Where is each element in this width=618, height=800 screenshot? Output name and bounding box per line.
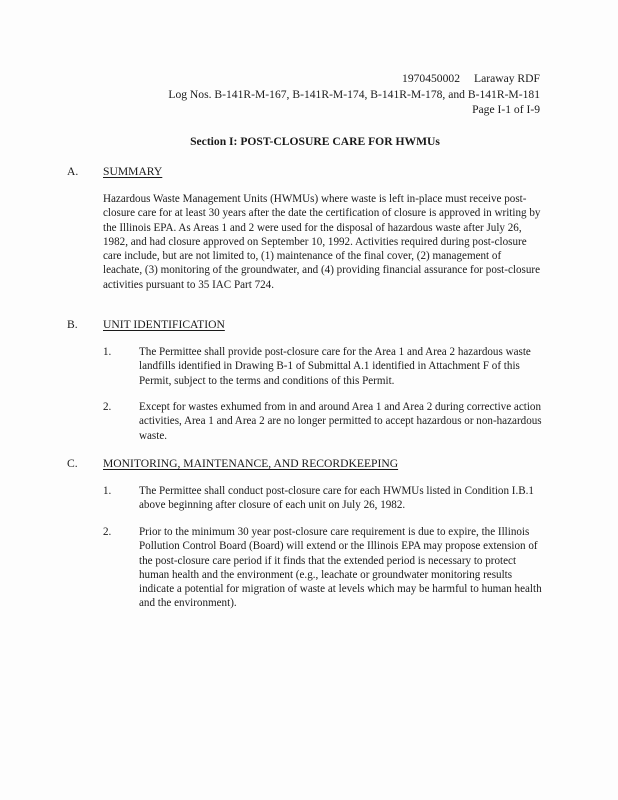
page-number: Page I-1 of I-9 <box>472 103 540 116</box>
item-text: Except for wastes exhumed from in and around Area 1 and Area 2 during corrective action activities, Area 1 and Area 2 are no longer permitted to accept hazardous or non-hazardous waste. <box>139 401 542 442</box>
section-c-letter: C. <box>67 457 78 470</box>
facility-name: Laraway RDF <box>473 72 540 85</box>
section-c-title: MONITORING, MAINTENANCE, AND RECORDKEEPING <box>103 457 399 470</box>
item-number: 2. <box>103 401 112 413</box>
section-a-paragraph: Hazardous Waste Management Units (HWMUs) where waste is left in-place must receive post-closure care for at least 30 years after the date the certification of closure is approved in writing by the Illinois EPA. As Areas 1 and 2 were used for the disposal of hazardous waste after July 26, 1982, and had closure approved on September 10, 1992. Activities required during post-closure care include, but are not limited to, (1) maintenance of the final cover, (2) management of leachate, (3) monitoring of the groundwater, and (4) providing financial assurance for post-closure activities pursuant to 35 IAC Part 724. <box>103 193 541 291</box>
section-title: Section I: POST-CLOSURE CARE FOR HWMUs <box>190 135 440 148</box>
section-a-title: SUMMARY <box>103 165 163 178</box>
header-line-1 <box>168 71 540 87</box>
item-text: The Permittee shall provide post-closure care for the Area 1 and Area 2 hazardous waste landfills identified in Drawing B-1 of Submittal A.1 identified in Attachment F of this Permit, subject to the terms and conditions of this Permit. <box>139 346 531 387</box>
item-text: The Permittee shall conduct post-closure care for each HWMUs listed in Condition I.B.1 above beginning after closure of each unit on July 26, 1982. <box>139 485 534 512</box>
log-numbers: Log Nos. B-141R-M-167, B-141R-M-174, B-141R-M-178, and B-141R-M-181 <box>168 87 540 101</box>
page-header <box>168 71 540 118</box>
section-b-letter: B. <box>67 318 78 331</box>
item-number: 1. <box>103 485 112 497</box>
section-b-heading <box>67 318 225 331</box>
item-text: Prior to the minimum 30 year post-closure care requirement is due to expire, the Illinois Pollution Control Board (Board) will extend or the Illinois EPA may propose extension of the post-closure care period if it finds that the extended period is necessary to protect human health and the environment (e.g., leachate or groundwater monitoring results indicate a potential for migration of waste at levels which may be harmful to human health and the environment). <box>139 526 542 610</box>
item-number: 2. <box>103 526 112 538</box>
section-a-letter: A. <box>67 165 79 178</box>
permit-id: 1970450002 <box>402 72 460 85</box>
item-number: 1. <box>103 346 112 358</box>
section-a-heading <box>67 165 162 178</box>
section-c-heading <box>67 457 398 470</box>
section-b-title: UNIT IDENTIFICATION <box>103 318 225 331</box>
